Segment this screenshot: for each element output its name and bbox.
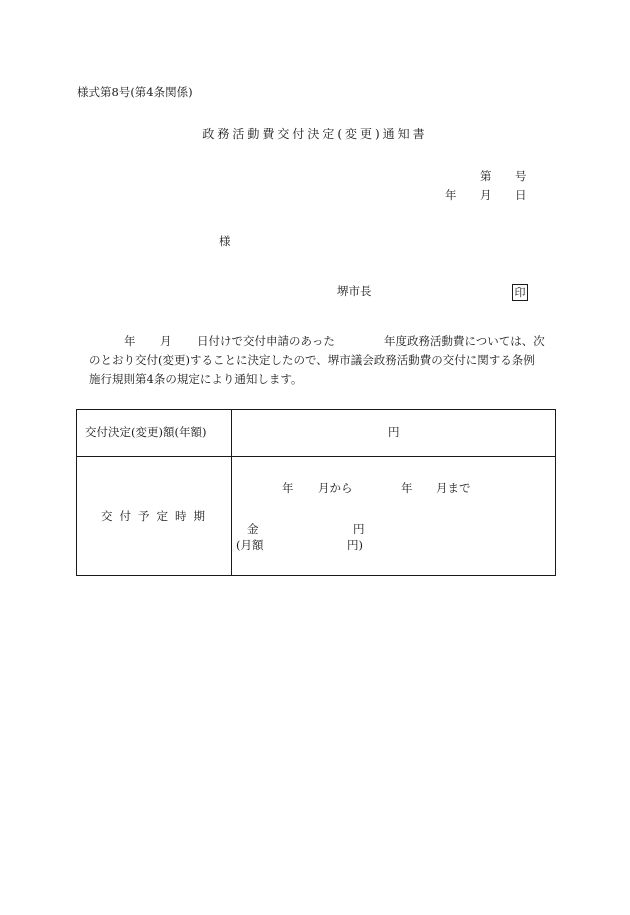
period-from-year: 年 — [282, 481, 294, 495]
body-month-label: 月 — [160, 334, 172, 348]
seal-stamp: 印 — [512, 284, 528, 301]
body-line1-part1: 日付けで交付申請のあった — [197, 334, 335, 348]
grant-amount-label: 交付決定(変更)額(年額) — [85, 425, 207, 439]
body-line3: 施行規則第4条の規定により通知します。 — [89, 372, 303, 386]
document-title: 政務活動費交付決定(変更)通知書 — [202, 127, 428, 141]
schedule-label: 交付予定時期 — [101, 509, 212, 523]
period-to-year: 年 — [401, 481, 413, 495]
period-to-month: 月まで — [436, 481, 471, 495]
amount-yen: 円 — [353, 522, 365, 536]
grant-table — [76, 409, 556, 576]
date-day-label: 日 — [515, 188, 527, 202]
addressee-honorific: 様 — [219, 234, 231, 248]
grant-amount-yen: 円 — [388, 425, 400, 439]
monthly-amount-yen: 円) — [347, 538, 363, 552]
amount-prefix: 金 — [247, 522, 259, 536]
date-month-label: 月 — [480, 188, 492, 202]
issuer-name: 堺市長 — [337, 284, 372, 298]
table-column-divider — [231, 410, 232, 575]
table-row-divider — [77, 456, 555, 457]
date-year-label: 年 — [445, 188, 457, 202]
body-year-label: 年 — [124, 334, 136, 348]
body-line1-part2: 年度政務活動費については、次 — [384, 334, 545, 348]
body-line2: のとおり交付(変更)することに決定したので、堺市議会政務活動費の交付に関する条例 — [89, 353, 535, 367]
period-from-month: 月から — [318, 481, 353, 495]
monthly-amount-label: (月額 — [236, 538, 264, 552]
form-number: 様式第8号(第4条関係) — [77, 85, 193, 99]
document-number-prefix: 第 — [480, 169, 492, 183]
document-number-suffix: 号 — [515, 169, 527, 183]
